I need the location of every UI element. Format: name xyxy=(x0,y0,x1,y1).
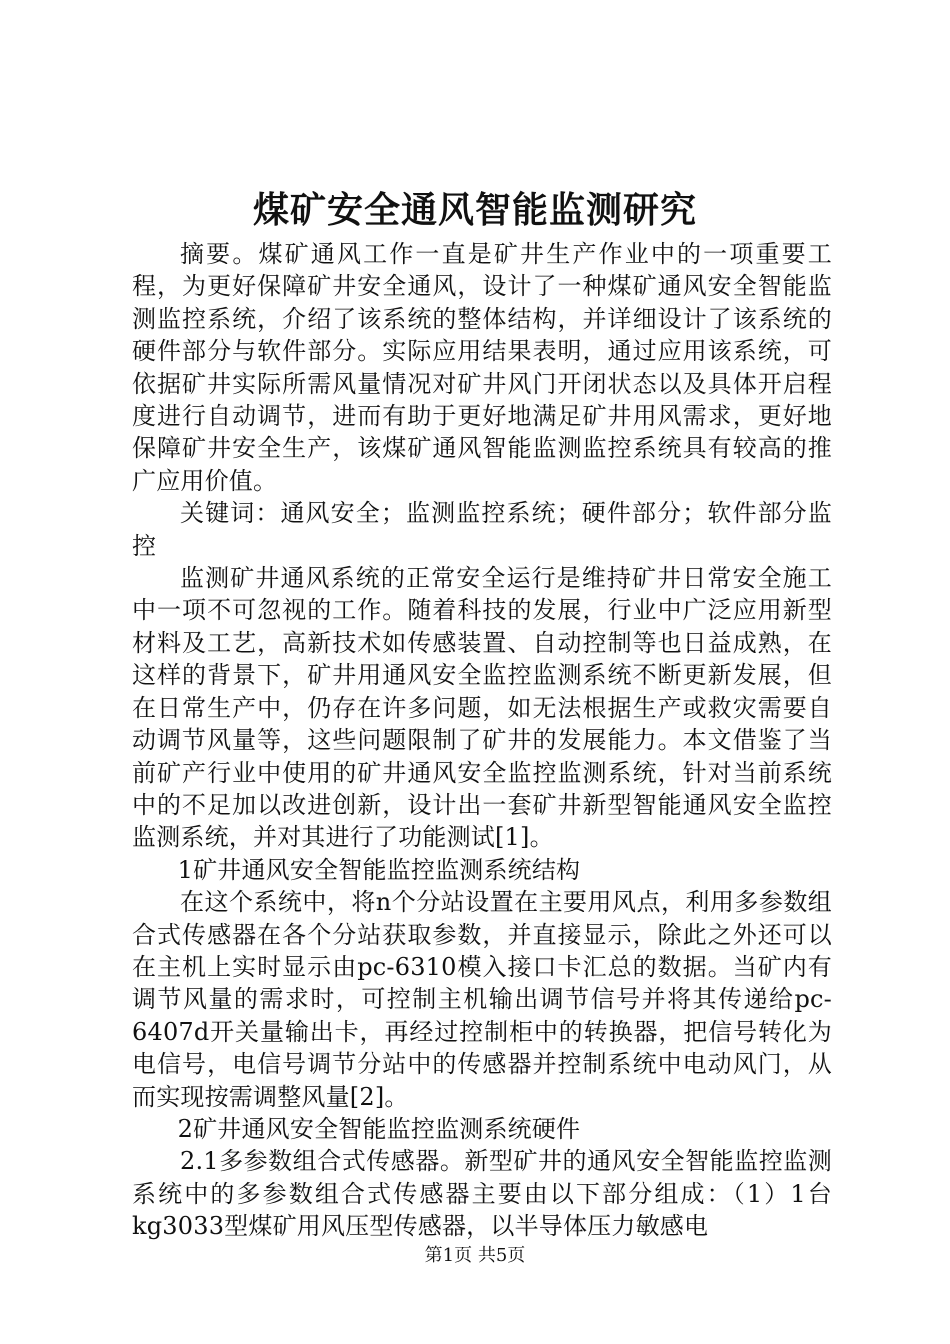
page-footer: 第1页 共5页 xyxy=(424,1245,526,1266)
section-heading-2: 2矿井通风安全智能监控监测系统硬件 xyxy=(177,1114,581,1143)
document-body xyxy=(132,238,832,1243)
section-heading-1: 1矿井通风安全智能监控监测系统结构 xyxy=(177,855,581,884)
abstract-paragraph: 摘要。煤矿通风工作一直是矿井生产作业中的一项重要工程，为更好保障矿井安全通风，设计了一种煤矿通风安全智能监测监控系统，介绍了该系统的整体结构，并详细设计了该系统的硬件部分与软件部分。实际应用结果表明，通过应用该系统，可依据矿井实际所需风量情况对矿井风门开闭状态以及具体开启程度进行自动调节，进而有助于更好地满足矿井用风需求，更好地保障矿井安全生产，该煤矿通风智能监测监控系统具有较高的推广应用价值。 xyxy=(132,240,832,495)
section-1-paragraph: 在这个系统中，将n个分站设置在主要用风点，利用多参数组合式传感器在各个分站获取参数，并直接显示，除此之外还可以在主机上实时显示由pc-6310模入接口卡汇总的数据。当矿内有调节风量的需求时，可控制主机输出调节信号并将其传递给pc-6407d开关量输出卡，再经过控制柜中的转换器，把信号转化为电信号，电信号调节分站中的传感器并控制系统中电动风门，从而实现按需调整风量[2]。 xyxy=(132,888,832,1111)
keywords-paragraph: 关键词：通风安全；监测监控系统；硬件部分；软件部分监控 xyxy=(132,499,832,560)
document-title: 煤矿安全通风智能监测研究 xyxy=(252,189,697,231)
section-2-1-paragraph: 2.1多参数组合式传感器。新型矿井的通风安全智能监控监测系统中的多参数组合式传感器主要由以下部分组成：（1）1台kg3033型煤矿用风压型传感器，以半导体压力敏感电 xyxy=(132,1147,832,1241)
intro-paragraph: 监测矿井通风系统的正常安全运行是维持矿井日常安全施工中一项不可忽视的工作。随着科技的发展，行业中广泛应用新型材料及工艺，高新技术如传感装置、自动控制等也日益成熟，在这样的背景下，矿井用通风安全监控监测系统不断更新发展，但在日常生产中，仍存在许多问题，如无法根据生产或救灾需要自动调节风量等，这些问题限制了矿井的发展能力。本文借鉴了当前矿产行业中使用的矿井通风安全监控监测系统，针对当前系统中的不足加以改进创新，设计出一套矿井新型智能通风安全监控监测系统，并对其进行了功能测试[1]。 xyxy=(132,564,832,852)
